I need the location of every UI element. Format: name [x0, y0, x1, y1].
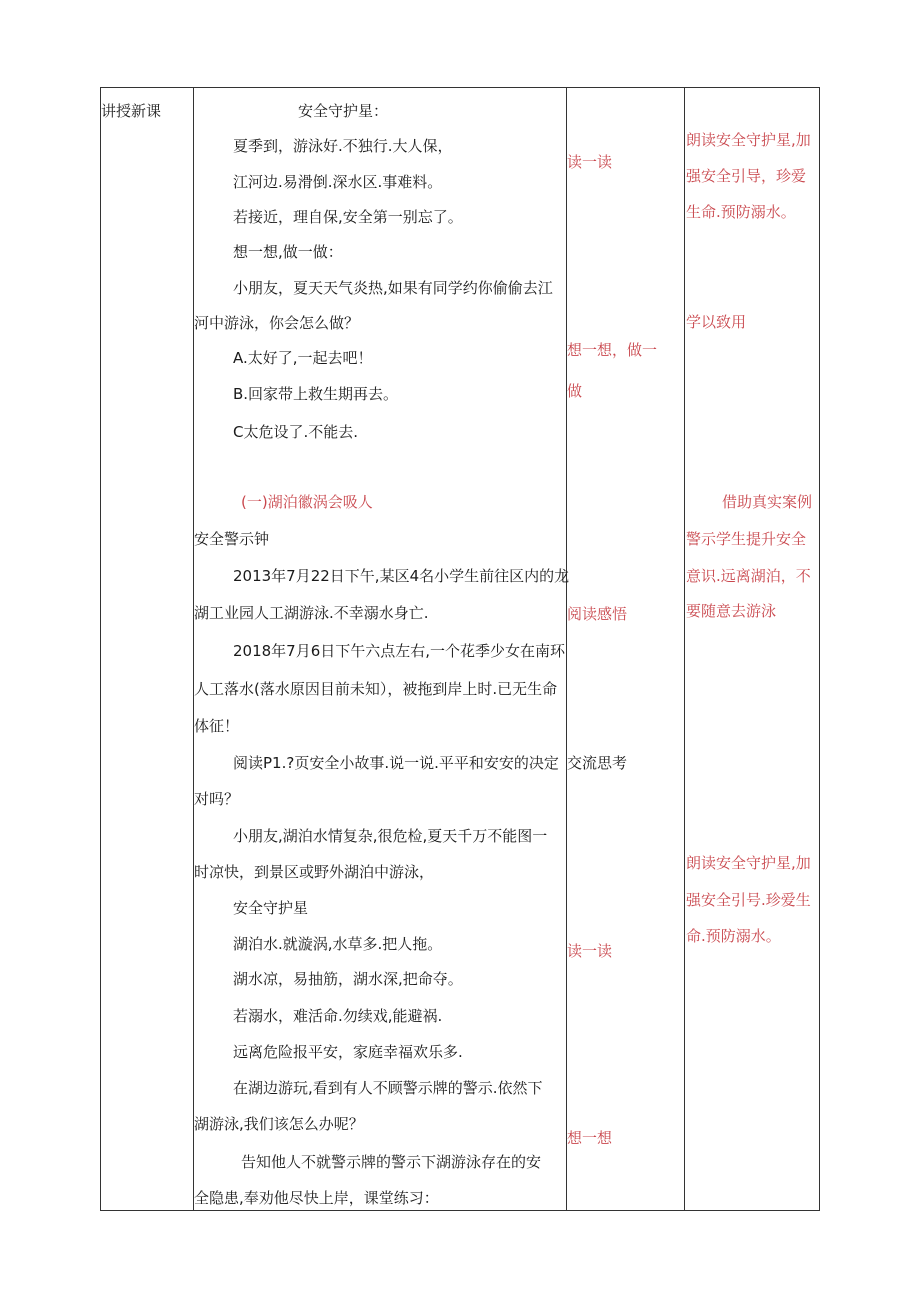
intent-line: 要随意去游泳 [686, 602, 777, 620]
content-line: 湖泊水.就漩涡,水草多.把人拖。 [233, 935, 443, 953]
activity-label: 阅读感悟 [567, 605, 628, 623]
subheading-lake-vortex: (一)湖泊徽涡会吸人 [241, 493, 373, 511]
content-line: 全隐患,奉劝他尽快上岸，课堂练习： [194, 1189, 439, 1207]
content-line: 告知他人不就警示牌的警示下湖游泳存在的安 [241, 1153, 542, 1171]
content-line: 2013年7月22日下午,某区4名小学生前往区内的龙 [233, 567, 570, 585]
intent-line: 朗读安全守护星,加 [686, 854, 811, 872]
content-line: 体征！ [194, 717, 240, 735]
intent-line: 强安全引号.珍爱生 [686, 891, 811, 909]
content-line: 江河边.易滑倒.深水区.事难料。 [233, 173, 443, 191]
content-line: 安全守护星： [298, 102, 389, 120]
content-line: 安全守护星 [233, 899, 309, 917]
intent-line: 借助真实案例 [722, 493, 813, 511]
content-line: 湖水凉，易抽筋，湖水深,把命夺。 [233, 970, 463, 988]
column-divider-2 [566, 88, 567, 1210]
intent-line: 命.预防溺水。 [686, 927, 781, 945]
column-divider-3 [684, 88, 685, 1210]
section-label: 讲授新课 [101, 102, 162, 120]
intent-line: 生命.预防溺水。 [686, 203, 796, 221]
content-line: 在湖边游玩,看到有人不顾警示牌的警示.依然下 [233, 1079, 543, 1097]
content-line: 若溺水，难活命.勿续戏,能避祸. [233, 1007, 443, 1025]
content-line: 2018年7月6日下午六点左右,一个花季少女在南环 [233, 642, 566, 660]
content-line: A.太好了,一起去吧！ [233, 349, 373, 367]
content-line: 安全警示钟 [194, 530, 270, 548]
content-line: 想一想,做一做： [233, 243, 343, 261]
column-divider-1 [193, 88, 194, 1210]
content-line: 小朋友,湖泊水情复杂,很危检,夏天千万不能图一 [233, 827, 548, 845]
content-line: B.回家带上救生期再去。 [233, 385, 399, 403]
content-line: 人工落水(落水原因目前未知），被拖到岸上时.已无生命 [194, 680, 558, 698]
content-line: 若接近，理自保,安全第一别忘了。 [233, 208, 463, 226]
content-line: C太危设了.不能去. [233, 423, 359, 441]
content-line: 对吗？ [194, 790, 240, 808]
activity-label: 想一想 [567, 1129, 613, 1147]
content-line: 夏季到，游泳好.不独行.大人保， [233, 137, 453, 155]
activity-label: 想一想，做一 [567, 341, 658, 359]
content-line: 时凉快，到景区或野外湖泊中游泳， [194, 863, 435, 881]
activity-label: 读一读 [567, 942, 613, 960]
intent-line: 强安全引导，珍爱 [686, 167, 807, 185]
activity-label: 交流思考 [567, 754, 628, 772]
intent-line: 朗读安全守护星,加 [686, 131, 811, 149]
content-line: 远离危险报平安，家庭幸福欢乐多. [233, 1043, 463, 1061]
activity-label: 读一读 [567, 153, 613, 171]
content-line: 湖工业园人工湖游泳.不幸溺水身亡. [194, 604, 429, 622]
content-line: 小朋友，夏天天气炎热,如果有同学约你偷偷去江 [233, 279, 553, 297]
intent-line: 学以致用 [686, 313, 747, 331]
activity-label: 做 [567, 382, 583, 400]
intent-line: 警示学生提升安全 [686, 530, 807, 548]
intent-line: 意识.远离湖泊，不 [686, 567, 811, 585]
content-line: 河中游泳，你会怎么做？ [194, 314, 360, 332]
content-line: 阅读P1.?页安全小故事.说一说.平平和安安的决定 [233, 754, 559, 772]
content-line: 湖游泳,我们该怎么办呢？ [194, 1115, 364, 1133]
